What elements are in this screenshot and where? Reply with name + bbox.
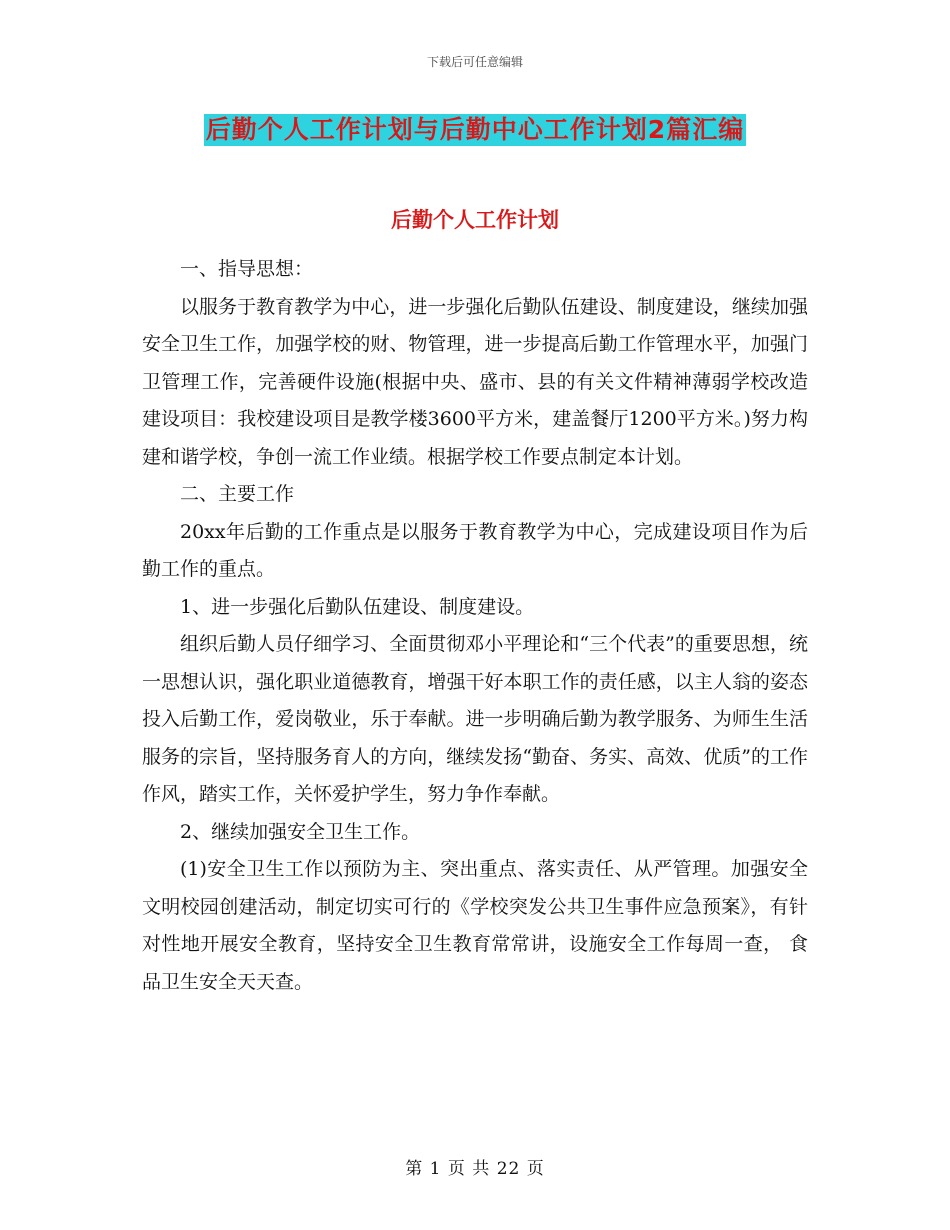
- page-header: 下载后可任意编辑: [426, 55, 523, 69]
- document-body: [142, 251, 808, 1001]
- paragraph-heading-2: 二、主要工作: [180, 483, 295, 505]
- section-title: 后勤个人工作计划: [391, 208, 559, 232]
- paragraph: (1)安全卫生工作以预防为主、突出重点、落实责任、从严管理。加强安全文明校园创建活动，制定切实可行的《学校突发公共卫生事件应急预案》，有针对性地开展安全教育，坚持安全卫生教育常常讲，设施安全工作每周一查， 食品卫生安全天天查。: [142, 858, 808, 993]
- paragraph-subheading-2: 2、继续加强安全卫生工作。: [180, 820, 421, 843]
- title-container: [0, 114, 950, 146]
- paragraph: 20xx年后勤的工作重点是以服务于教育教学为中心，完成建设项目作为后勤工作的重点。: [142, 520, 808, 580]
- document-title: 后勤个人工作计划与后勤中心工作计划2篇汇编: [205, 115, 745, 144]
- paragraph-subheading-1: 1、进一步强化后勤队伍建设、制度建设。: [180, 595, 535, 618]
- paragraph: 组织后勤人员仔细学习、全面贯彻邓小平理论和“三个代表”的重要思想，统一思想认识，强化职业道德教育，增强干好本职工作的责任感，以主人翁的姿态投入后勤工作，爱岗敬业，乐于奉献。进一步明确后勤为教学服务、为师生生活服务的宗旨，坚持服务育人的方向，继续发扬“勤奋、务实、高效、优质”的工作作风，踏实工作，关怀爱护学生，努力争作奉献。: [142, 633, 808, 805]
- page-footer: 第 1 页 共 22 页: [405, 1159, 545, 1179]
- paragraph-heading-1: 一、指导思想：: [180, 258, 314, 280]
- paragraph: 以服务于教育教学为中心，进一步强化后勤队伍建设、制度建设，继续加强安全卫生工作，加强学校的财、物管理，进一步提高后勤工作管理水平，加强门卫管理工作，完善硬件设施(根据中央、盛市、县的有关文件精神薄弱学校改造建设项目：我校建设项目是教学楼3600平方米，建盖餐厅1200平方米。)努力构建和谐学校，争创一流工作业绩。根据学校工作要点制定本计划。: [142, 295, 808, 468]
